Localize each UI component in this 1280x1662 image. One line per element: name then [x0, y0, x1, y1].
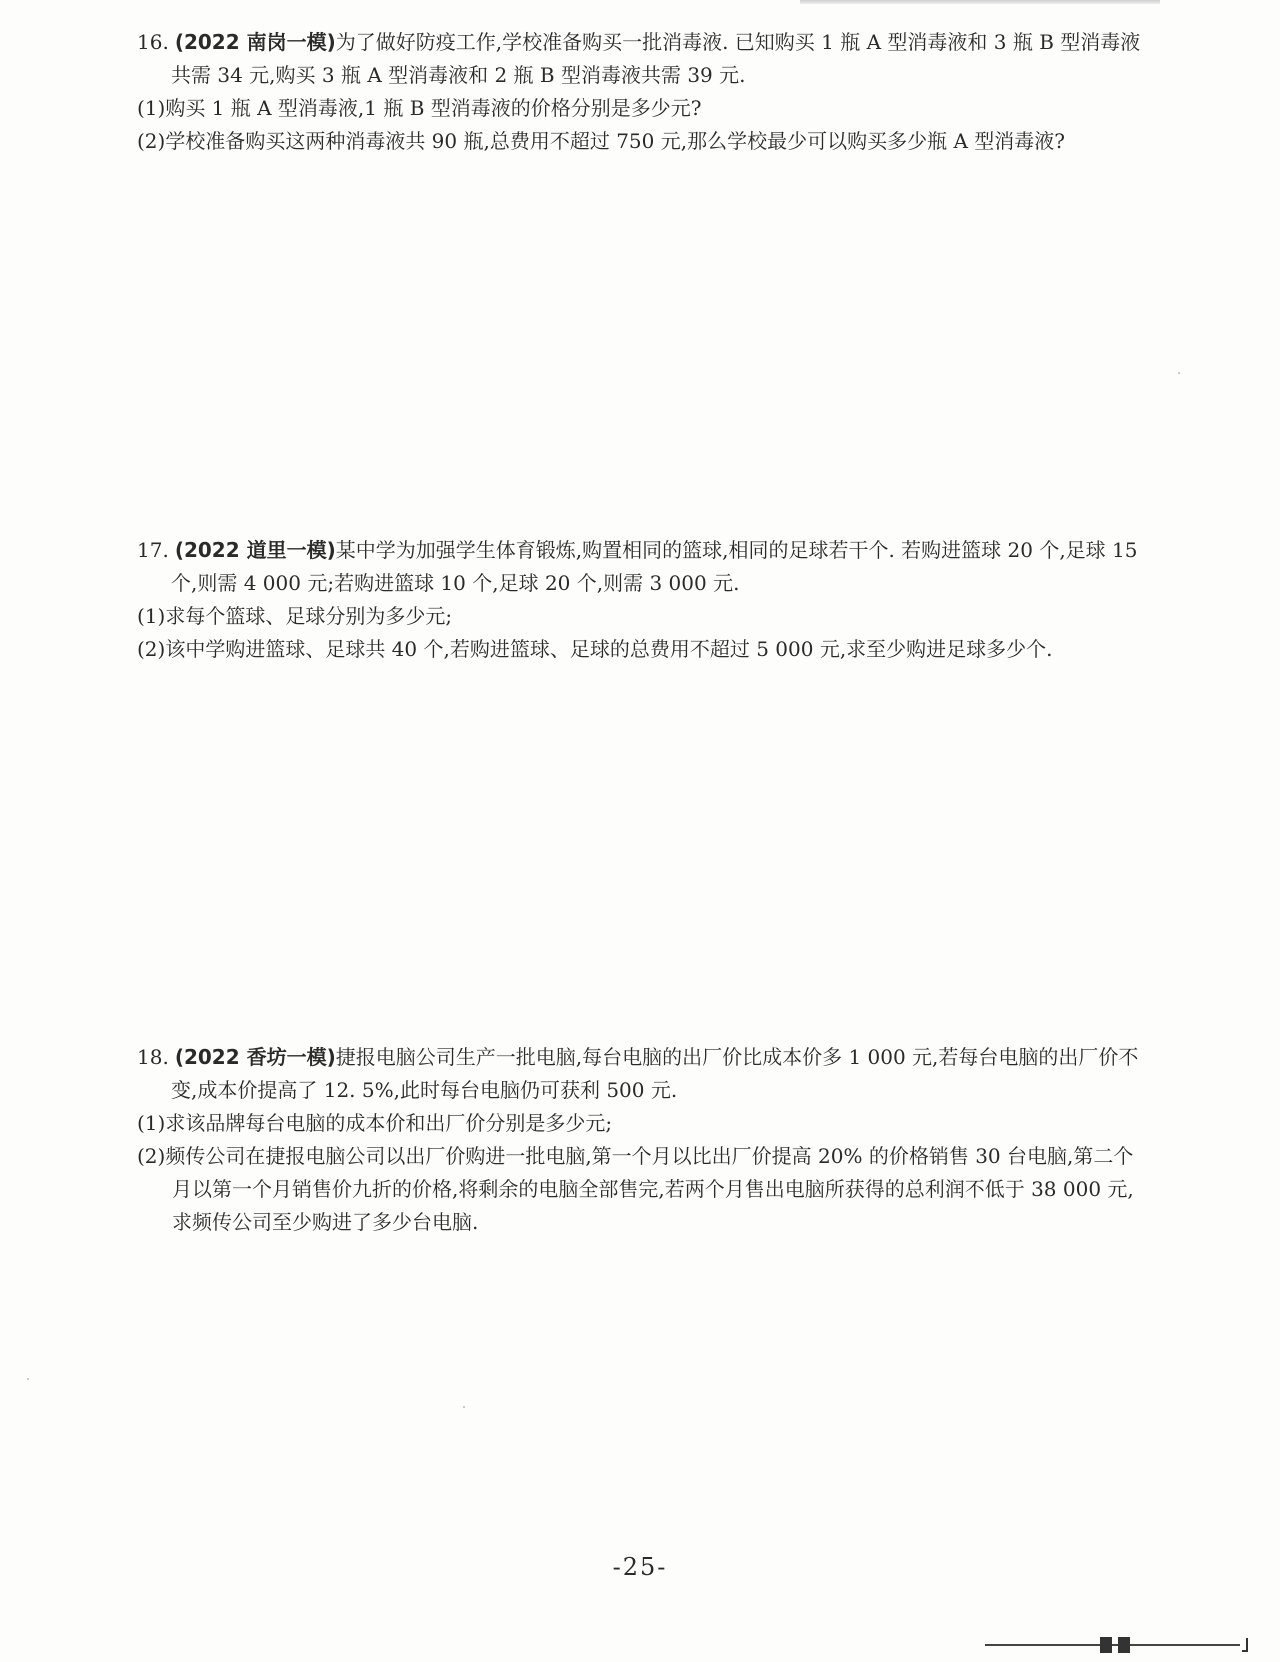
scan-speck [1178, 372, 1180, 374]
sub-question-2: (2)频传公司在捷报电脑公司以出厂价购进一批电脑,第一个月以比出厂价提高 20% 的价格销售 30 台电脑,第二个月以第一个月销售价九折的价格,将剩余的电脑全部售完,若两个月售出电脑所获得的总利润不低于 38 000 元,求频传公司至少购进了多少台电脑. [137, 1144, 1134, 1234]
problem-source: (2022 香坊一模) [174, 1045, 336, 1069]
scan-speck [463, 1406, 465, 1408]
scrollbar-end-icon [1242, 1638, 1248, 1652]
sub-question-1: (1)求每个篮球、足球分别为多少元; [137, 604, 453, 628]
problem-source: (2022 南岗一模) [174, 30, 336, 54]
problem-stem [137, 534, 1147, 600]
problem-stem [137, 1041, 1147, 1107]
page-edge-shadow [800, 0, 1160, 4]
problem-text: 为了做好防疫工作,学校准备购买一批消毒液. 已知购买 1 瓶 A 型消毒液和 3 瓶 B 型消毒液共需 34 元,购买 3 瓶 A 型消毒液和 2 瓶 B 型消毒液共需 39 元. [171, 30, 1141, 87]
problem-number: 17. [137, 538, 169, 562]
horizontal-scrollbar[interactable] [985, 1634, 1250, 1656]
problem-number: 18. [137, 1045, 169, 1069]
scan-speck [27, 1378, 29, 1380]
problem-text: 某中学为加强学生体育锻炼,购置相同的篮球,相同的足球若干个. 若购进篮球 20 个,足球 15 个,则需 4 000 元;若购进篮球 10 个,足球 20 个,则需 3 000 元. [171, 538, 1138, 595]
problem-17 [137, 534, 1147, 666]
sub-question-1: (1)购买 1 瓶 A 型消毒液,1 瓶 B 型消毒液的价格分别是多少元? [137, 96, 702, 120]
sub-question-2: (2)学校准备购买这两种消毒液共 90 瓶,总费用不超过 750 元,那么学校最少可以购买多少瓶 A 型消毒液? [137, 129, 1065, 153]
problem-text: 捷报电脑公司生产一批电脑,每台电脑的出厂价比成本价多 1 000 元,若每台电脑的出厂价不变,成本价提高了 12. 5%,此时每台电脑仍可获利 500 元. [171, 1045, 1139, 1102]
problem-18 [137, 1041, 1147, 1239]
sub-question-1: (1)求该品牌每台电脑的成本价和出厂价分别是多少元; [137, 1111, 613, 1135]
page-number: -25- [612, 1553, 668, 1581]
problem-stem [137, 26, 1147, 92]
scrollbar-thumb[interactable] [1100, 1637, 1112, 1653]
problem-16 [137, 26, 1147, 158]
scrollbar-track[interactable] [985, 1644, 1240, 1646]
sub-question-2: (2)该中学购进篮球、足球共 40 个,若购进篮球、足球的总费用不超过 5 000 元,求至少购进足球多少个. [137, 637, 1053, 661]
problem-source: (2022 道里一模) [174, 538, 336, 562]
scrollbar-thumb[interactable] [1118, 1637, 1130, 1653]
problem-number: 16. [137, 30, 169, 54]
